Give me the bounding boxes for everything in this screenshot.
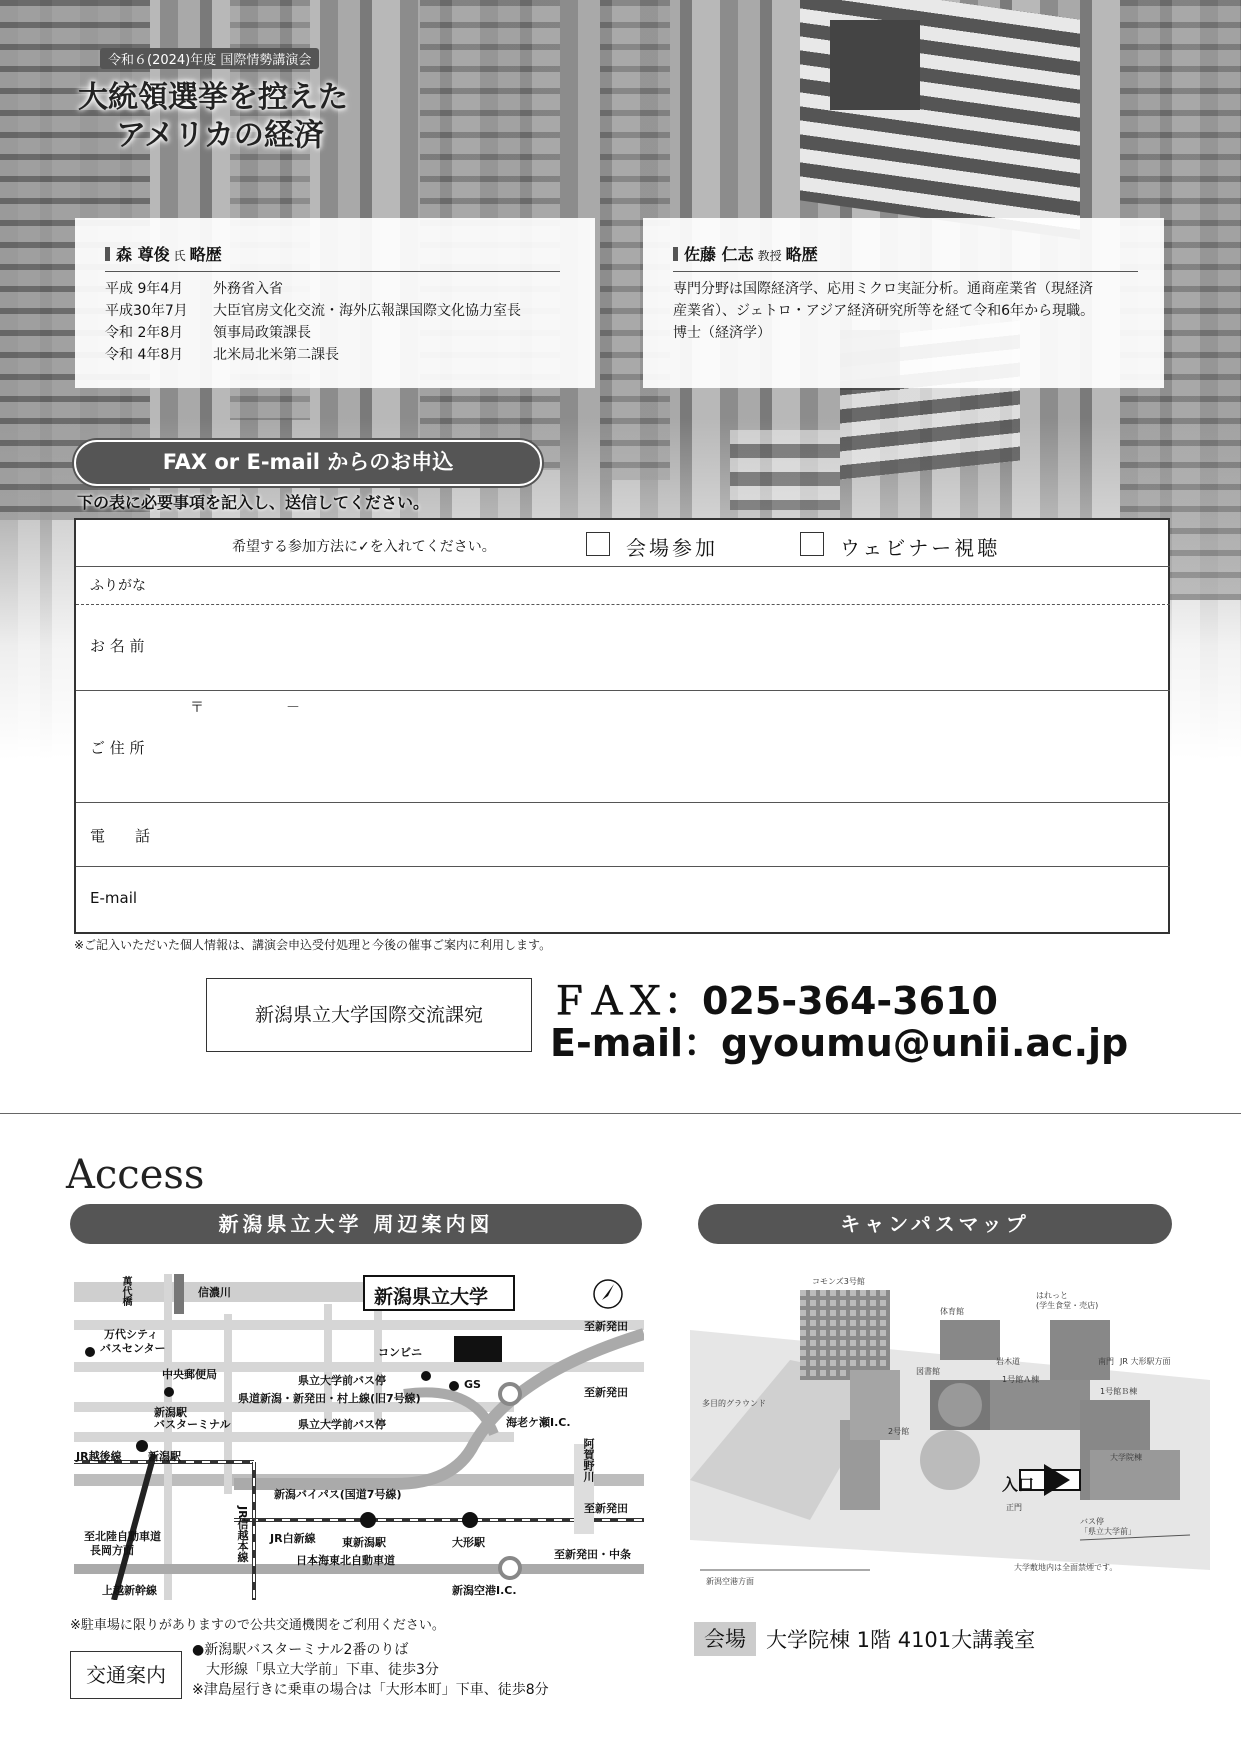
campus-ground: 多目的グラウンド	[702, 1399, 766, 1408]
campus-jr-ogata: JR 大形駅方面	[1120, 1357, 1171, 1366]
label-post-office: 中央郵便局	[162, 1368, 217, 1381]
speaker2-honorific: 教授	[757, 249, 782, 263]
event-label: 令和６(2024)年度 国際情勢講演会	[100, 48, 319, 69]
method-prompt: 希望する参加方法に✓を入れてください。	[232, 539, 496, 555]
label-gs: GS	[464, 1378, 481, 1391]
campus-bldg1a: 1号館Ａ棟	[1002, 1375, 1040, 1384]
campus-haretto-1: はれっと	[1036, 1291, 1068, 1300]
campus-map-drawing	[690, 1270, 1210, 1590]
career-text: 大臣官房文化交流・海外広報課国際文化協力室長	[213, 303, 521, 319]
speaker1-career-item	[105, 322, 560, 344]
heading-bar	[673, 247, 678, 261]
campus-bus-stop-2: 「県立大学前」	[1080, 1527, 1136, 1536]
fax-label: ＦＡＸ：	[550, 979, 703, 1023]
application-form	[74, 518, 1170, 934]
label-jr-shinetsu: JR信越本線	[236, 1506, 249, 1563]
career-text: 外務省入省	[213, 281, 283, 297]
label-ebigase-ic: 海老ケ瀬I.C.	[506, 1416, 571, 1429]
career-date: 平成 9年4月	[105, 281, 184, 297]
email-address[interactable]: gyoumu@unii.ac.jp	[721, 1021, 1129, 1065]
campus-map	[690, 1270, 1210, 1590]
label-bus-terminal-1: 新潟駅	[154, 1406, 187, 1419]
email-contact-label: E-mail：	[550, 1021, 722, 1065]
privacy-note: ※ご記入いただいた個人情報は、講演会申込受付処理と今後の催事ご案内に利用します。	[74, 938, 552, 952]
apply-instruction: 下の表に必要事項を記入し、送信してください。	[77, 493, 430, 512]
label-to-hokuriku-1: 至北陸自動車道	[84, 1530, 161, 1543]
heading-bar	[105, 247, 110, 261]
campus-smoke-free: 大学敷地内は全面禁煙です。	[1014, 1563, 1118, 1572]
speaker1-career-item	[105, 344, 560, 366]
label-bus-stop-2: 県立大学前バス停	[298, 1418, 386, 1431]
speaker2-career-heading: 略歴	[785, 245, 818, 264]
event-title-line1: 大統領選挙を控えた	[78, 80, 348, 115]
label-nihonkai-expressway: 日本海東北自動車道	[296, 1554, 395, 1567]
label-to-shibata-3: 至新発田	[584, 1502, 628, 1515]
label-jr-etsugo: JR越後線	[76, 1450, 122, 1463]
label-to-hokuriku-2: 長岡方面	[90, 1544, 134, 1557]
speaker2-heading	[673, 242, 1138, 272]
campus-bus-stop-1: バス停	[1080, 1517, 1104, 1526]
venue-text: 大学院棟 1階 4101大講義室	[766, 1628, 1036, 1652]
campus-library: 図書館	[916, 1367, 940, 1376]
phone-row[interactable]	[76, 802, 1170, 867]
speaker2-bio-line: 産業省）、ジェトロ・アジア経済研究所等を経て令和6年から現職。	[673, 303, 1095, 319]
campus-gym: 体育館	[940, 1307, 964, 1316]
campus-commons3: コモンズ3号館	[812, 1277, 865, 1286]
label-bus-terminal-2: バスターミナル	[154, 1418, 231, 1431]
name-label: お 名 前	[90, 637, 145, 655]
speaker2-profile	[643, 218, 1164, 388]
label-bus-center: バスセンター	[100, 1342, 166, 1355]
event-title-line2: アメリカの経済	[116, 118, 324, 153]
speaker2-bio-line: 博士（経済学）	[673, 325, 771, 341]
speaker1-honorific: 氏	[173, 249, 186, 263]
label-prefectural-road: 県道新潟・新発田・村上線(旧7号線)	[238, 1392, 421, 1405]
postal-dash: －	[286, 700, 300, 716]
speaker1-career-item	[105, 278, 560, 300]
speaker1-career-item	[105, 300, 560, 322]
label-niigata-airport-ic: 新潟空港I.C.	[452, 1584, 517, 1597]
label-joetsu: 上越新幹線	[102, 1584, 157, 1597]
campus-haretto-2: (学生食堂・売店)	[1036, 1301, 1099, 1310]
transport-line: ●新潟駅バスターミナル2番のりば	[192, 1642, 409, 1658]
email-line	[550, 1012, 1128, 1067]
career-date: 令和 4年8月	[105, 347, 184, 363]
area-map-title: 新潟県立大学 周辺案内図	[70, 1204, 642, 1244]
recipient-box: 新潟県立大学国際交流課宛	[206, 978, 532, 1052]
label-ogata: 大形駅	[452, 1536, 485, 1549]
venue-label: 会場	[694, 1622, 756, 1656]
parking-note: ※駐車場に限りがありますので公共交通機関をご利用ください。	[70, 1618, 445, 1633]
postal-mark: 〒	[190, 700, 204, 716]
label-bandaibashi: 萬代橋	[120, 1276, 131, 1306]
label-niigata-station: 新潟駅	[148, 1450, 181, 1463]
career-date: 令和 2年8月	[105, 325, 184, 341]
furigana-label: ふりがな	[90, 578, 146, 594]
label-bypass: 新潟バイパス(国道7号線)	[274, 1488, 402, 1501]
apply-banner: FAX or E-mail からのお申込	[74, 440, 542, 486]
section-divider	[0, 1113, 1241, 1114]
webinar-checkbox[interactable]	[800, 532, 824, 556]
name-row[interactable]	[76, 604, 1170, 691]
speaker2-bio-line: 専門分野は国際経済学、応用ミクロ実証分析。通商産業省（現経済	[673, 281, 1093, 297]
address-label: ご 住 所	[90, 739, 145, 757]
label-to-shibata-2: 至新発田	[584, 1386, 628, 1399]
transport-line: ※津島屋行きに乗車の場合は「大形本町」下車、徒歩8分	[192, 1682, 549, 1698]
furigana-row[interactable]	[76, 566, 1170, 605]
venue-checkbox[interactable]	[586, 532, 610, 556]
speaker1-career-heading: 略歴	[189, 245, 222, 264]
speaker1-heading	[105, 242, 560, 272]
label-to-shibata-1: 至新発田	[584, 1320, 628, 1333]
label-bandai-city: 万代シティ	[104, 1328, 159, 1341]
campus-grad: 大学院棟	[1110, 1453, 1142, 1462]
label-university: 新潟県立大学	[374, 1286, 489, 1308]
label-bus-stop-1: 県立大学前バス停	[298, 1374, 386, 1387]
campus-bldg1b: 1号館Ｂ棟	[1100, 1387, 1138, 1396]
transport-line: 大形線「県立大学前」下車、徒歩3分	[192, 1662, 439, 1678]
speaker1-profile	[75, 218, 595, 388]
speaker1-career-list	[105, 278, 560, 366]
label-to-shibata-nakajo: 至新発田・中条	[554, 1548, 631, 1561]
transport-label: 交通案内	[70, 1651, 182, 1699]
label-higashi-niigata: 東新潟駅	[342, 1536, 386, 1549]
campus-bldg2: 2号館	[888, 1427, 910, 1436]
campus-main-gate: 正門	[1006, 1503, 1022, 1512]
area-map	[74, 1274, 644, 1600]
career-date: 平成30年7月	[105, 303, 188, 319]
label-shinanogawa: 信濃川	[198, 1286, 231, 1299]
career-text: 北米局北米第二課長	[213, 347, 339, 363]
fax-number: 025-364-3610	[702, 979, 998, 1023]
campus-entrance: 入口	[1002, 1475, 1035, 1494]
campus-iwaki: 岩木道	[996, 1357, 1020, 1366]
transport-lines	[192, 1640, 549, 1700]
email-label: E-mail	[90, 889, 138, 907]
label-aganogawa: 阿賀野川	[582, 1438, 595, 1482]
campus-south-gate: 南門	[1098, 1357, 1114, 1366]
access-heading: Access	[66, 1152, 205, 1198]
email-row[interactable]	[76, 866, 1170, 931]
speaker2-name: 佐藤 仁志	[684, 245, 754, 264]
webinar-option-label: ウェビナー視聴	[840, 536, 1001, 560]
speaker1-name: 森 尊俊	[116, 245, 170, 264]
address-row[interactable]	[76, 690, 1170, 803]
label-jr-hakushin: JR白新線	[270, 1532, 316, 1545]
campus-airport-dir: 新潟空港方面	[706, 1577, 754, 1586]
campus-map-title: キャンパスマップ	[698, 1204, 1172, 1244]
phone-label: 電 話	[90, 827, 151, 845]
venue-option-label: 会場参加	[626, 536, 718, 560]
career-text: 領事局政策課長	[213, 325, 311, 341]
label-konbini: コンビニ	[378, 1346, 422, 1359]
